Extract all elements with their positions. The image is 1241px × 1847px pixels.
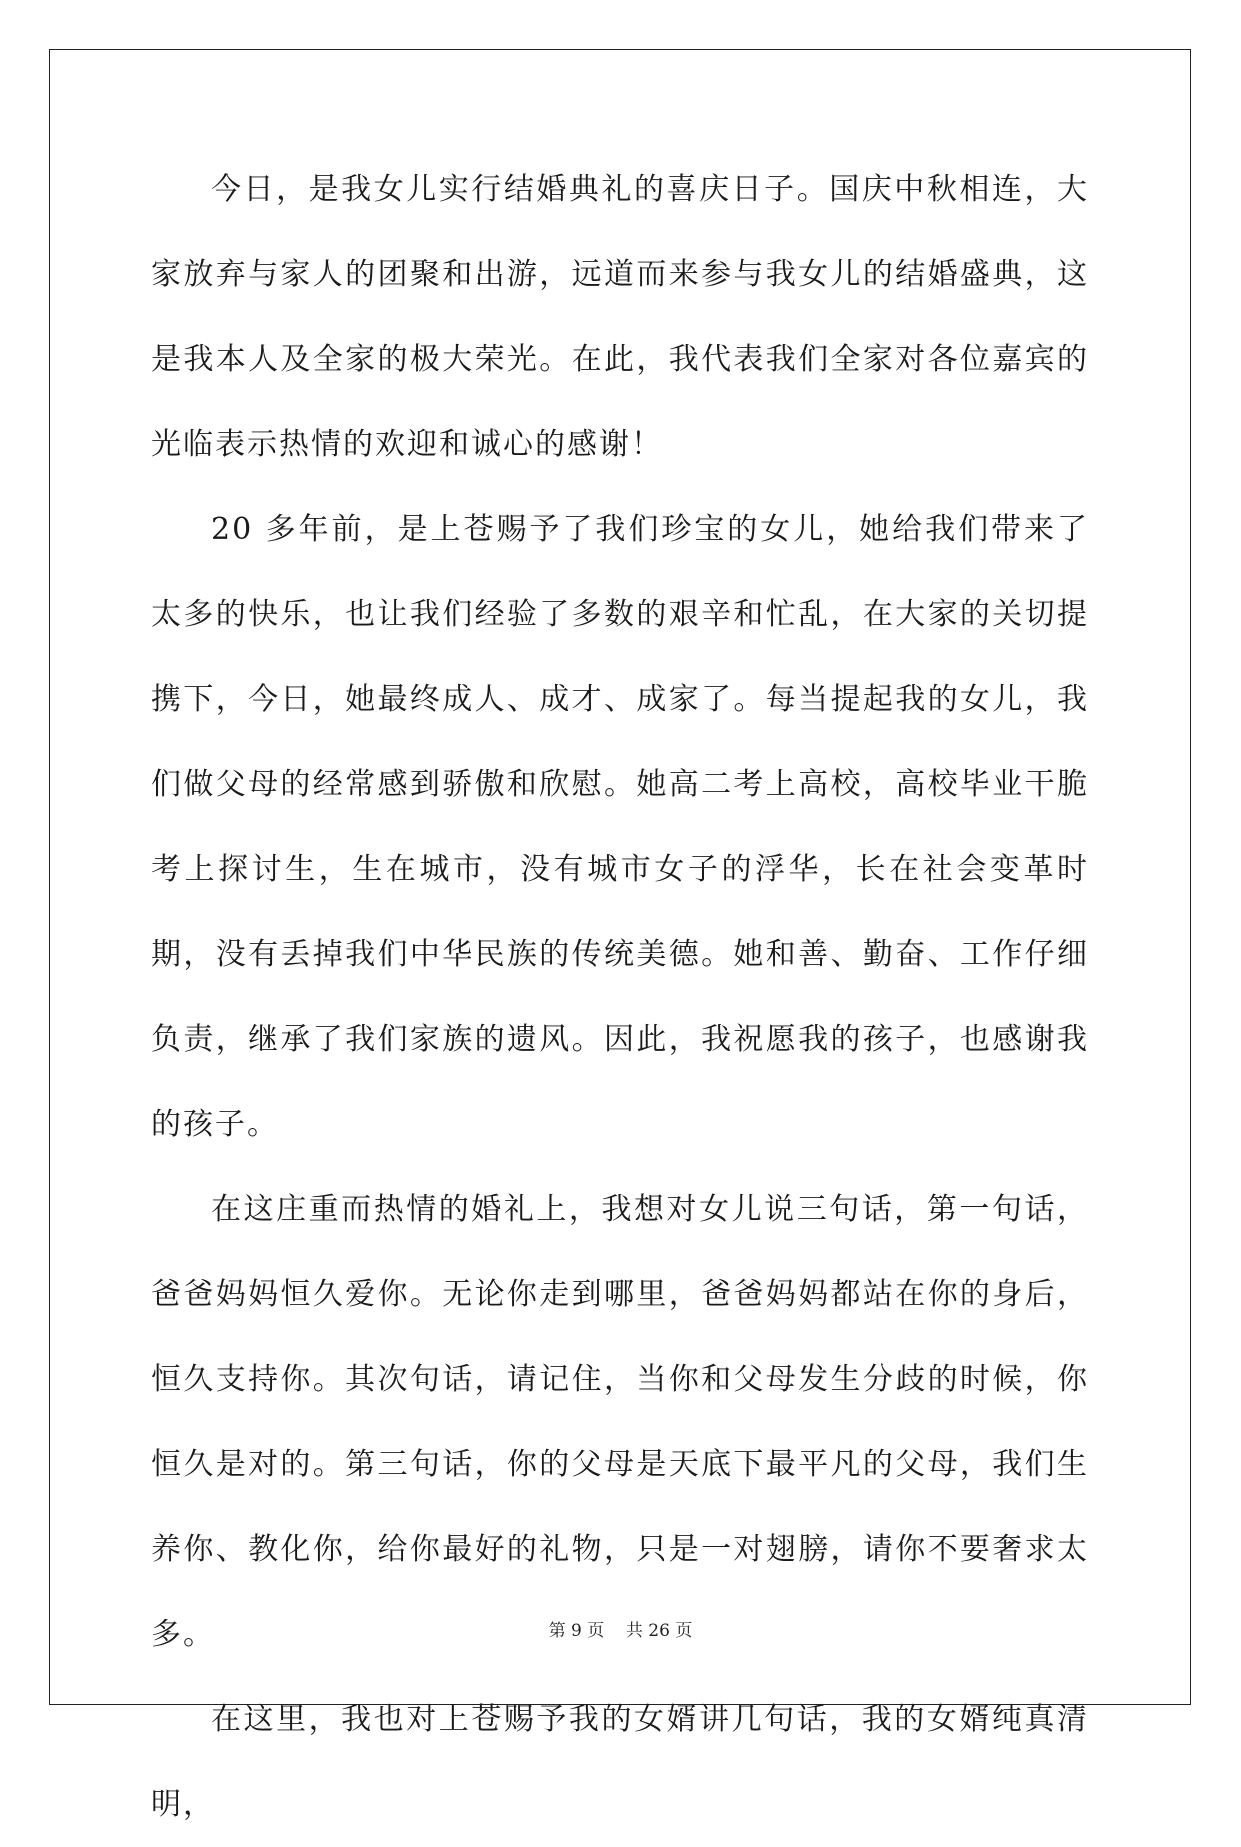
footer-spacer [604, 1621, 626, 1641]
page-footer [0, 1616, 1241, 1641]
paragraph-1: 今日，是我女儿实行结婚典礼的喜庆日子。国庆中秋相连，大家放弃与家人的团聚和出游，远道而来参与我女儿的结婚盛典，这是我本人及全家的极大荣光。在此，我代表我们全家对各位嘉宾的光临表示热情的欢迎和诚心的感谢！ [151, 172, 1089, 462]
page-total: 共 26 页 [625, 1621, 693, 1641]
document-body [151, 168, 1089, 1847]
paragraph-3: 在这庄重而热情的婚礼上，我想对女儿说三句话，第一句话，爸爸妈妈恒久爱你。无论你走到哪里，爸爸妈妈都站在你的身后，恒久支持你。其次句话，请记住，当你和父母发生分歧的时候，你恒久是对的。第三句话，你的父母是天底下最平凡的父母，我们生养你、教化你，给你最好的礼物，只是一对翅膀，请你不要奢求太多。 [151, 1192, 1089, 1652]
page-number: 第 9 页 [548, 1621, 605, 1641]
paragraph-4: 在这里，我也对上苍赐予我的女婿讲几句话，我的女婿纯真清明， [151, 1702, 1089, 1822]
paragraph-2: 20 多年前，是上苍赐予了我们珍宝的女儿，她给我们带来了太多的快乐，也让我们经验了多数的艰辛和忙乱，在大家的关切提携下，今日，她最终成人、成才、成家了。每当提起我的女儿，我们做父母的经常感到骄傲和欣慰。她高二考上高校，高校毕业干脆考上探讨生，生在城市，没有城市女子的浮华，长在社会变革时期，没有丢掉我们中华民族的传统美德。她和善、勤奋、工作仔细负责，继承了我们家族的遗风。因此，我祝愿我的孩子，也感谢我的孩子。 [151, 512, 1089, 1142]
